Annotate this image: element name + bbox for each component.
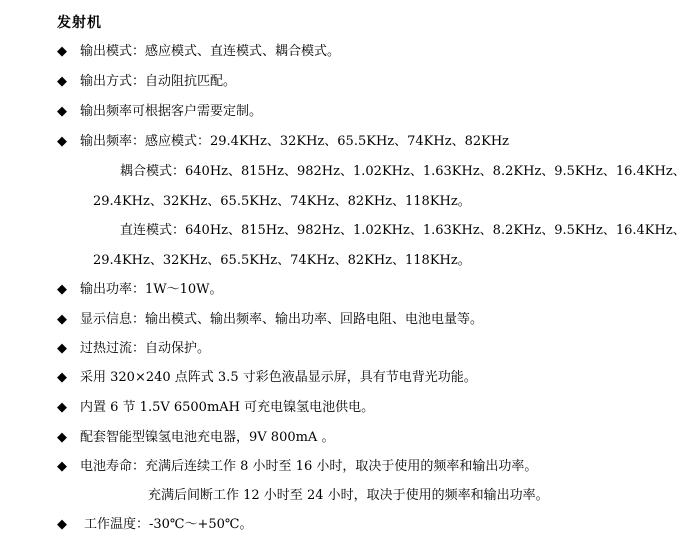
bullet-icon: ◆ bbox=[57, 312, 67, 327]
spec-frequency-induction: 输出频率：感应模式：29.4KHz、32KHz、65.5KHz、74KHz、82KHz bbox=[80, 134, 510, 149]
spec-charger: 配套智能型镍氢电池充电器，9V 800mA 。 bbox=[80, 430, 335, 445]
bullet-icon: ◆ bbox=[57, 459, 67, 474]
spec-output-power: 输出功率：1W～10W。 bbox=[80, 282, 223, 297]
spec-operating-temperature: 工作温度：-30℃～+50℃。 bbox=[84, 517, 253, 532]
spec-output-method: 输出方式：自动阻抗匹配。 bbox=[80, 74, 237, 89]
bullet-icon: ◆ bbox=[57, 134, 67, 149]
bullet-icon: ◆ bbox=[57, 430, 67, 445]
spec-overheat-protection: 过热过流：自动保护。 bbox=[80, 341, 211, 356]
bullet-icon: ◆ bbox=[57, 44, 67, 59]
spec-lcd-screen: 采用 320×240 点阵式 3.5 寸彩色液晶显示屏，具有节电背光功能。 bbox=[80, 370, 477, 385]
bullet-icon: ◆ bbox=[57, 341, 67, 356]
bullet-icon: ◆ bbox=[57, 282, 67, 297]
spec-display-info: 显示信息：输出模式、输出频率、输出功率、回路电阻、电池电量等。 bbox=[80, 312, 484, 327]
bullet-icon: ◆ bbox=[57, 517, 67, 532]
spec-frequency-direct: 直连模式：640Hz、815Hz、982Hz、1.02KHz、1.63KHz、8.2KHz、9.5KHz、16.4KHz、 bbox=[120, 223, 686, 238]
spec-output-mode: 输出模式：感应模式、直连模式、耦合模式。 bbox=[80, 44, 341, 59]
section-title: 发射机 bbox=[57, 15, 102, 31]
spec-battery-life-continuous: 电池寿命：充满后连续工作 8 小时至 16 小时，取决于使用的频率和输出功率。 bbox=[80, 459, 538, 474]
spec-frequency-direct-cont: 29.4KHz、32KHz、65.5KHz、74KHz、82KHz、118KHz。 bbox=[93, 253, 471, 268]
spec-frequency-coupling: 耦合模式：640Hz、815Hz、982Hz、1.02KHz、1.63KHz、8.2KHz、9.5KHz、16.4KHz、 bbox=[120, 164, 686, 179]
bullet-icon: ◆ bbox=[57, 370, 67, 385]
bullet-icon: ◆ bbox=[57, 104, 67, 119]
spec-battery-life-intermittent: 充满后间断工作 12 小时至 24 小时，取决于使用的频率和输出功率。 bbox=[148, 488, 549, 503]
bullet-icon: ◆ bbox=[57, 74, 67, 89]
spec-frequency-coupling-cont: 29.4KHz、32KHz、65.5KHz、74KHz、82KHz、118KHz。 bbox=[93, 194, 471, 209]
spec-custom-frequency: 输出频率可根据客户需要定制。 bbox=[80, 104, 263, 119]
spec-battery: 内置 6 节 1.5V 6500mAH 可充电镍氢电池供电。 bbox=[80, 400, 375, 415]
bullet-icon: ◆ bbox=[57, 400, 67, 415]
